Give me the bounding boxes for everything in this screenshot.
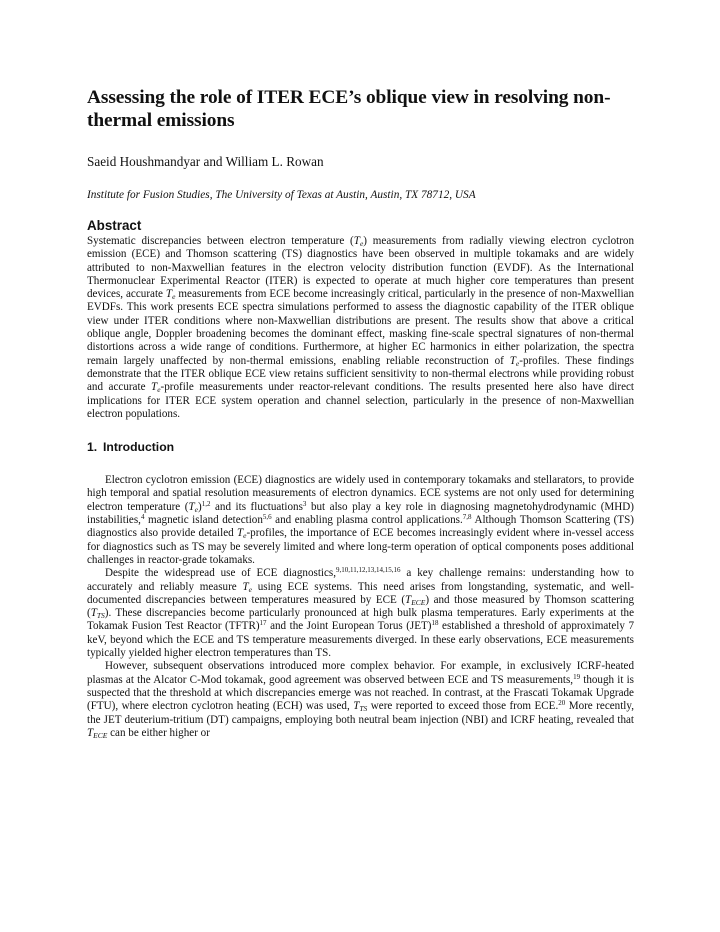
intro-paragraph-2: Despite the widespread use of ECE diagnostics,$^{9,10,11,12,13,14,15,16}$ a key challenge remains: understanding how to accurately and reliably measure $T_e$ using ECE systems. This need arises from longstanding, systematic, and well-documented discrepancies between temperatures measured by ECE $(T_{ECE})$ and those measured by Thomson scattering $(T_{TS})$. These discrepancies become particularly pronounced at high bulk plasma temperatures. Early experiments at the Tokamak Fusion Test Reactor (TFTR)$^{17}$ and the Joint European Torus (JET)$^{18}$ established a threshold of approximately 7 keV, beyond which the ECE and TS temperature measurements diverged. In these early observations, ECE measurements typically yielded higher electron temperatures than TS. xyxy=(87,566,634,660)
citation: 3 xyxy=(302,499,307,508)
intro-paragraph-1: Electron cyclotron emission (ECE) diagnostics are widely used in contemporary tokamaks and stellarators, to provide high temporal and spatial resolution measurements of electron dynamics. ECE systems are not only used for determining electron temperature $(T_e)^{1,2}$ and its fluctuations$^3$ but also play a key role in diagnosing magnetohydrodynamic (MHD) instabilities,$^4$ magnetic island detection$^{5,6}$ and enabling plasma control applications.$^{7,8}$ Although Thomson Scattering (TS) diagnostics also provide detailed $T_e$-profiles, the importance of ECE becomes increasingly evident where in-vessel access for diagnostics such as TS may be severely limited and where long-term operation of optical components poses additional challenges in reactor-grade tokamaks. xyxy=(87,474,634,566)
section-number: 1. xyxy=(87,440,98,455)
citation: 9,10,11,12,13,14,15,16 xyxy=(336,566,401,575)
citation: 17 xyxy=(259,619,267,628)
affiliation: Institute for Fusion Studies, The University of Texas at Austin, Austin, TX 78712, USA xyxy=(87,189,476,201)
citation: 18 xyxy=(431,619,439,628)
citation: 1,2 xyxy=(201,499,211,508)
citation: 7,8 xyxy=(462,513,472,522)
citation: 5,6 xyxy=(262,513,272,522)
citation: 4 xyxy=(140,513,145,522)
author-list: Saeid Houshmandyar and William L. Rowan xyxy=(87,154,324,169)
abstract-heading: Abstract xyxy=(87,218,142,233)
paper-title: Assessing the role of ITER ECE’s oblique view in resolving non-thermal emissions xyxy=(87,87,611,131)
introduction-heading xyxy=(87,440,634,455)
citation: 20 xyxy=(558,699,566,708)
intro-paragraph-3: However, subsequent observations introduced more complex behavior. For example, in exclusively ICRF-heated plasmas at the Alcator C-Mod tokamak, good agreement was observed between ECE and TS measurements,$^{19}$ though it is suspected that the threshold at which discrepancies emerge was not reached. In contrast, at the Frascati Tokamak Upgrade (FTU), where electron cyclotron heating (ECH) was used, $T_{TS}$ were reported to exceed those from ECE.$^{20}$ More recently, the JET deuterium-tritium (DT) campaigns, employing both neutral beam injection (NBI) and ICRF heating, revealed that $T_{ECE}$ can be either higher or xyxy=(87,660,634,740)
section-title: Introduction xyxy=(103,440,175,455)
abstract-text: Systematic discrepancies between electron temperature $(T_e)$ measurements from radially viewing electron cyclotron emission (ECE) and Thomson scattering (TS) diagnostics have been observed in multiple tokamaks and are widely attributed to non-Maxwellian features in the electron velocity distribution function (EVDF). As the International Thermonuclear Experimental Reactor (ITER) is expected to operate at much higher core temperatures than present devices, accurate $T_e$ measurements from ECE become increasingly critical, particularly in the presence of non-Maxwellian EVDFs. This work presents ECE spectra simulations performed to assess the diagnostic capability of the ITER oblique view under ITER conditions where non-Maxwellian distributions are present. The results show that above a critical oblique angle, Doppler broadening becomes the dominant effect, masking fine-scale spectral signatures of non-thermal distortions across a wide range of conditions. Furthermore, at higher EC harmonics in either polarization, the spectra remain largely unaffected by non-thermal emissions, enabling reliable reconstruction of $T_e$-profiles. These findings demonstrate that the ITER oblique ECE view retains sufficient sensitivity to non-thermal electrons while providing robust and accurate $T_e$-profile measurements under reactor-relevant conditions. The results presented here also have direct implications for ITER ECE system operation and channel selection, particularly in the presence of non-Maxwellian electron populations. xyxy=(87,235,635,420)
citation: 19 xyxy=(573,672,581,681)
